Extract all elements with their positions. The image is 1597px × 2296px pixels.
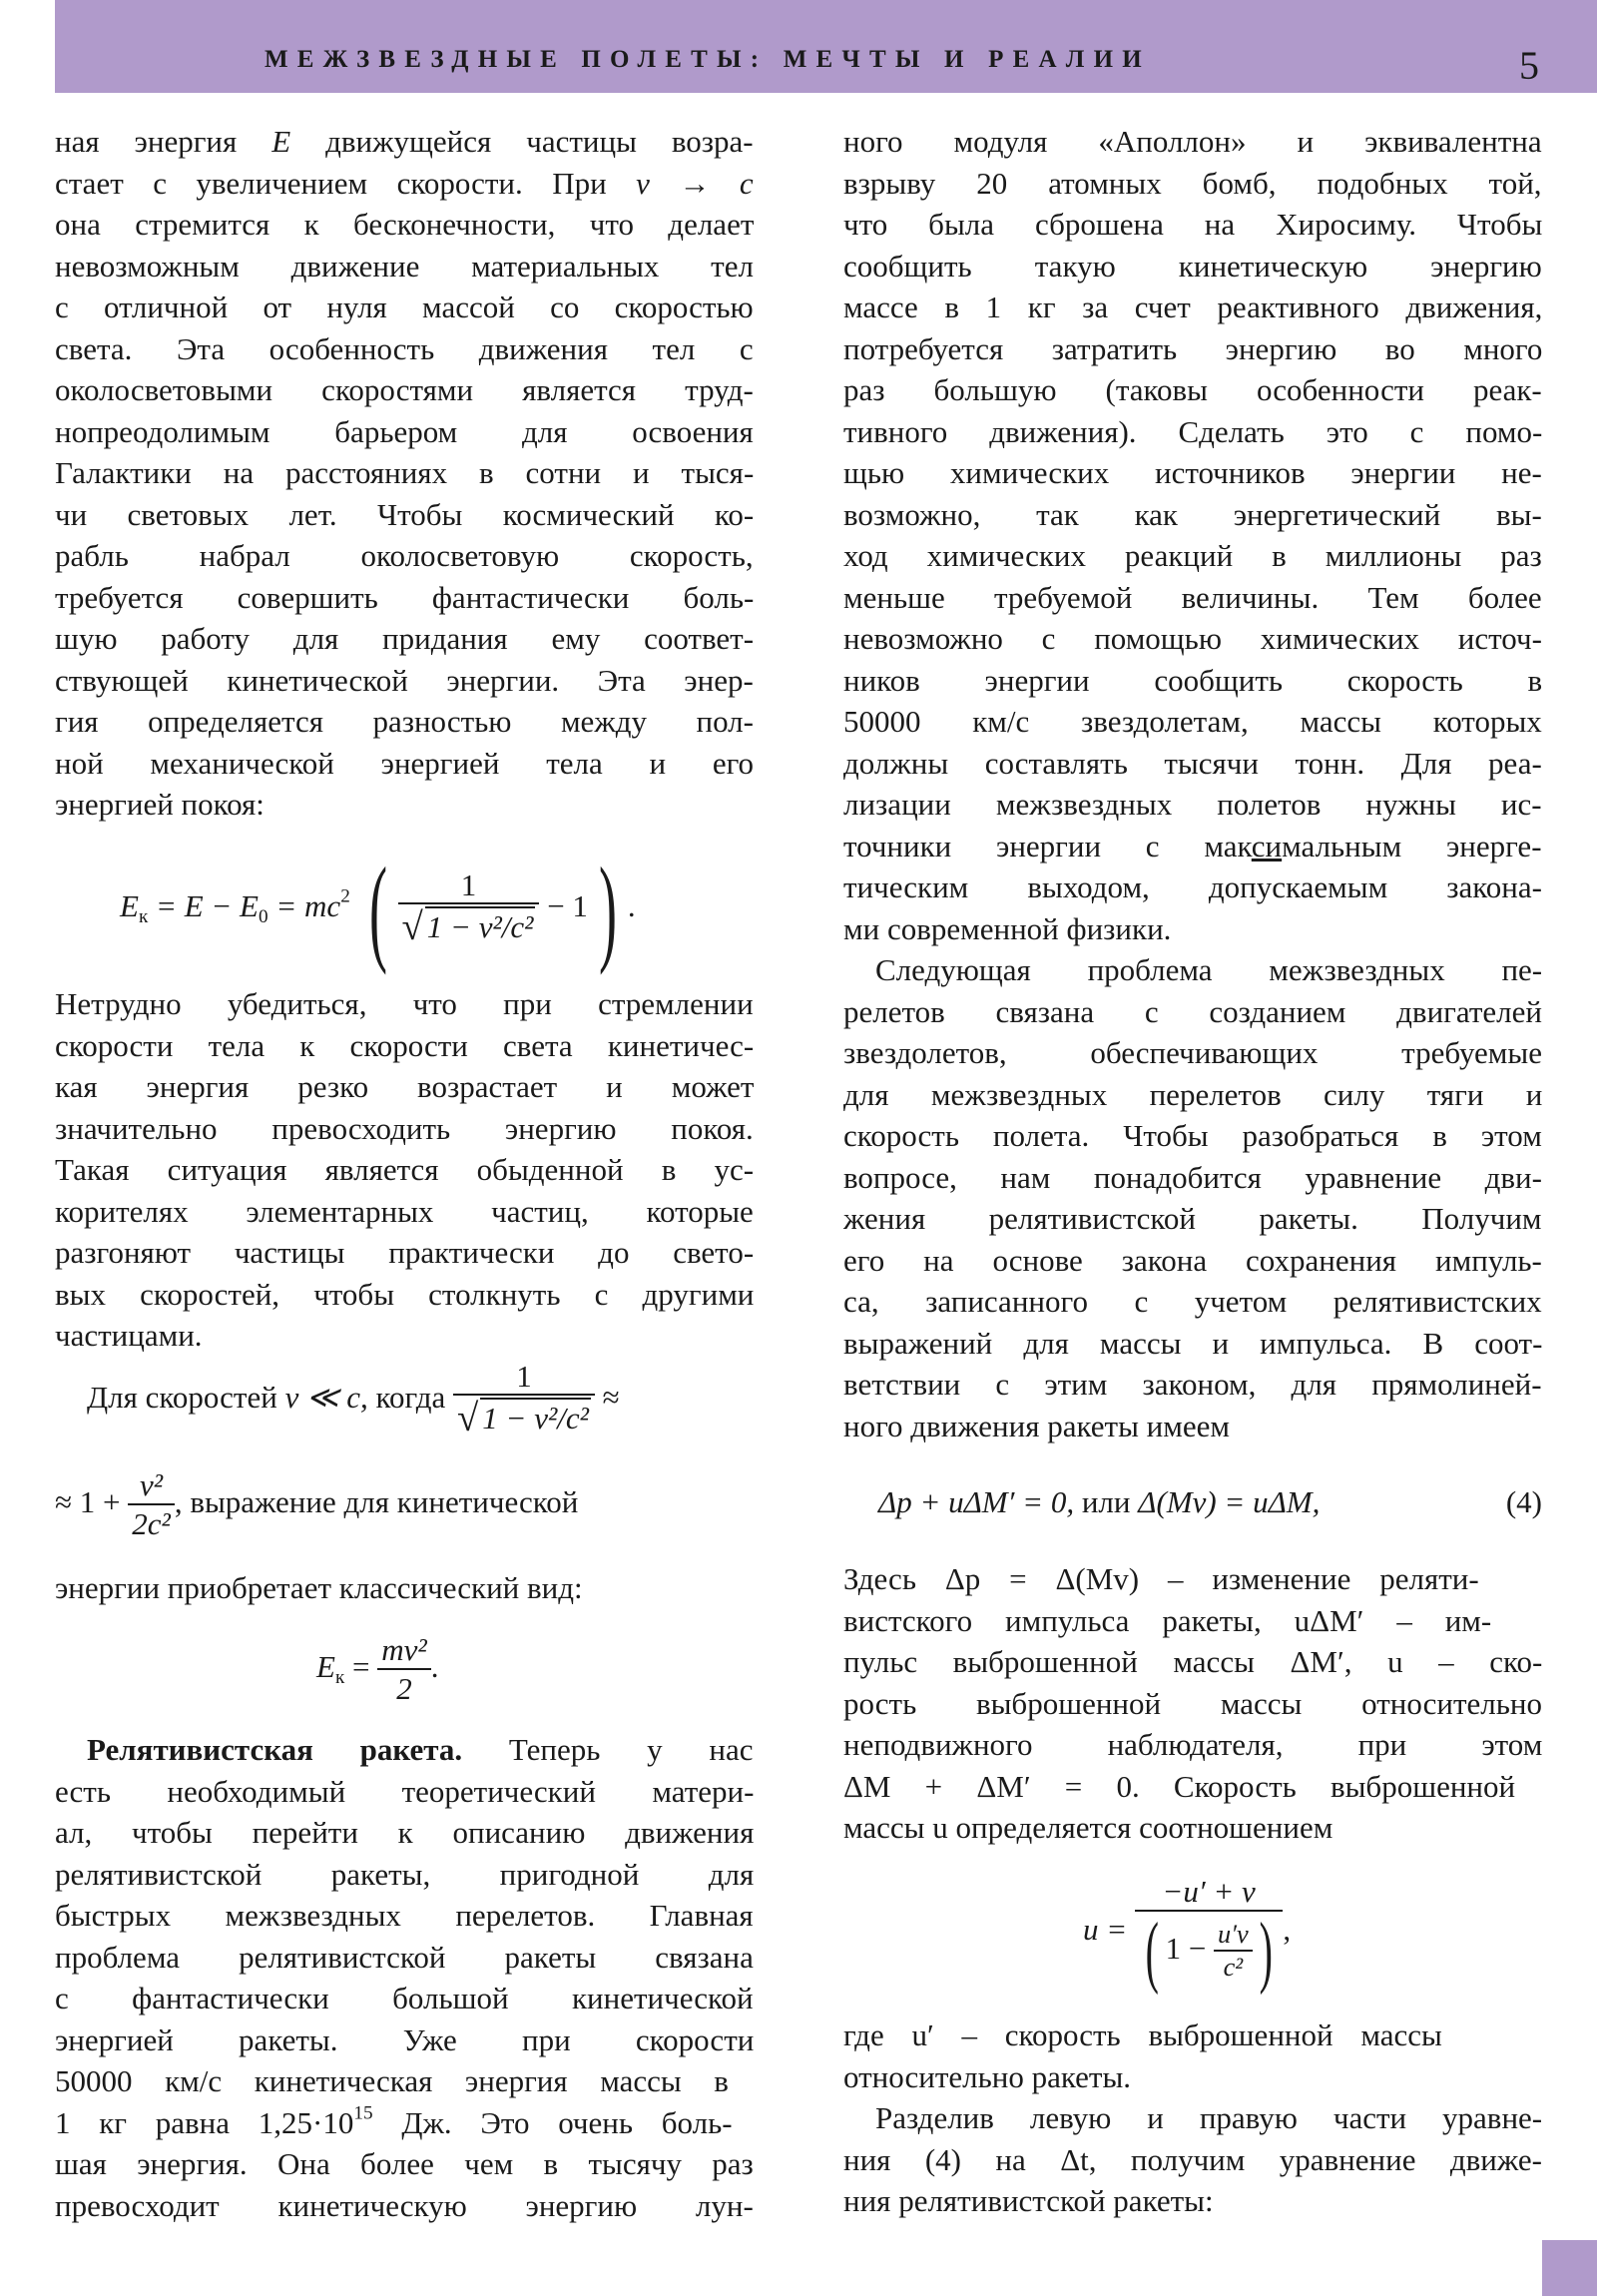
text-line: тическим выходом, допускаемым закона- (843, 869, 1542, 904)
text-line: шая энергия. Она более чем в тысячу раз (55, 2146, 754, 2181)
text-line: взрыву 20 атомных бомб, подобных той, (843, 166, 1542, 201)
text-line: с отличной от нуля массой со скоростью (55, 289, 754, 324)
text-line: релетов связана с созданием двигателей (843, 994, 1542, 1029)
text-line: чи световых лет. Чтобы космический ко- (55, 497, 755, 532)
text-line: стает с увеличением скорости. При v → c (55, 166, 754, 201)
text-line: проблема релятивистской ракеты связана (55, 1940, 754, 1975)
text-line: Нетрудно убедиться, что при стремлении (55, 986, 754, 1021)
text-line: ход химических реакций в миллионы раз (843, 538, 1542, 573)
text-line: 50000 км/с звездолетам, массы которых (843, 704, 1542, 739)
text-line: превосходит кинетическую энергию лун- (55, 2188, 754, 2223)
text-line: должны составлять тысячи тонн. Для реа- (843, 746, 1542, 781)
text-line: ния релятивистской ракеты: (843, 2183, 1214, 2218)
text-line: корителях элементарных частиц, которые (55, 1194, 754, 1229)
text-line: раз большую (таковы особенности реак- (843, 372, 1542, 407)
text-line: ного движения ракеты имеем (843, 1409, 1231, 1443)
text-line: ния (4) на Δt, получим уравнение движе- (843, 2142, 1542, 2177)
text-line: массы u определяется соотношением (843, 1810, 1333, 1845)
text-line: есть необходимый теоретический матери- (55, 1774, 755, 1809)
text-line: Такая ситуация является обыденной в ус- (55, 1152, 755, 1187)
text-line: выражений для массы и импульса. В соот- (843, 1326, 1543, 1361)
text-line: скорости тела к скорости света кинетичес- (55, 1028, 755, 1063)
text-line: ников энергии сообщить скорость в (843, 663, 1543, 698)
text-line: массе в 1 кг за счет реактивного движения, (843, 289, 1543, 324)
inline-approx-continuation: ≈ 1 + $\frac{\text{v²}}{\text{2c²}}$ , выражение для кинетической (55, 1467, 579, 1542)
text-line: энергией ракеты. Уже при скорости (55, 2022, 755, 2057)
text-line: вых скоростей, чтобы столкнуть с другими (55, 1277, 755, 1312)
text-line: частицами. (55, 1318, 203, 1353)
equation-4: Δp + uΔM′ = 0, или Δ(Mv) = uΔM, (4) (878, 1477, 1542, 1527)
running-title: МЕЖЗВЕЗДНЫЕ ПОЛЕТЫ: МЕЧТЫ И РЕАЛИИ (265, 46, 1151, 73)
text-line: она стремится к бесконечности, что делает (55, 207, 755, 242)
corner-tab-decoration (1542, 2240, 1597, 2296)
text-line: нопреодолимым барьером для освоения (55, 414, 754, 449)
text-line: для межзвездных перелетов силу тяги и (843, 1077, 1543, 1112)
formula-kinetic-energy: $E_к = E - E_0 = mc^2$ ( $\frac{1}{\text{√ 1 − v²/c²}}$ − 1) . (120, 842, 636, 975)
text-line: точники энергии с максимальным энерге- (843, 829, 1542, 863)
left-paren: ( (368, 842, 387, 975)
text-line: его на основе закона сохранения импуль- (843, 1243, 1542, 1278)
right-paren: ) (598, 842, 617, 975)
text-line: Следующая проблема межзвездных пе- (875, 952, 1543, 987)
text-line: Галактики на расстояниях в сотни и тыся- (55, 455, 755, 490)
text-line: неподвижного наблюдателя, при этом (843, 1727, 1543, 1762)
text-line: невозможным движение материальных тел (55, 249, 754, 284)
text-line: возможно, так как энергетический вы- (843, 497, 1542, 532)
text-line: кая энергия резко возрастает и может (55, 1069, 755, 1104)
text-line: ал, чтобы перейти к описанию движения (55, 1815, 755, 1850)
text-line: релятивистской ракеты, пригодной для (55, 1857, 755, 1892)
page-number: 5 (1519, 43, 1539, 88)
text-line: вопросе, нам понадобится уравнение дви- (843, 1160, 1542, 1195)
text-line: щью химических источников энергии не- (843, 455, 1542, 490)
text-line: рость выброшенной массы относительно (843, 1686, 1542, 1721)
text-line: ствующей кинетической энергии. Эта энер- (55, 663, 754, 698)
text-line: околосветовыми скоростями является труд- (55, 372, 754, 407)
text-line: быстрых межзвездных перелетов. Главная (55, 1898, 754, 1933)
text-line: жения релятивистской ракеты. Получим (843, 1201, 1542, 1236)
text-line: требуется совершить фантастически боль- (55, 580, 755, 615)
text-line: невозможно с помощью химических источ- (843, 621, 1542, 656)
underlined-syllable: си (1251, 829, 1283, 863)
text-line: ветствии с этим законом, для прямолиней- (843, 1367, 1542, 1402)
section-heading-line: Релятивистская ракета. Теперь у нас (87, 1732, 754, 1767)
text-line: потребуется затратить энергию во много (843, 331, 1543, 366)
text-line: меньше требуемой величины. Тем более (843, 580, 1542, 615)
formula-classical-kinetic: $E_к$ = $\frac{\text{mv²}}{2}$ . (316, 1632, 439, 1707)
text-line: ΔM + ΔM′ = 0. Скорость выброшенной (843, 1769, 1516, 1804)
text-line: энергии приобретает классический вид: (55, 1570, 583, 1605)
text-line: гия определяется разностью между пол- (55, 704, 754, 739)
text-line: энергией покоя: (55, 787, 265, 822)
text-line: пульс выброшенной массы ΔM′, u – ско- (843, 1644, 1543, 1679)
inline-approx-line: Для скоростей v ≪ c, когда $\frac{1}{\text{√ 1 − v²/c²}}$ ≈ (87, 1358, 620, 1440)
text-line: тивного движения). Сделать это с помо- (843, 414, 1543, 449)
text-line: ная энергия E движущейся частицы возра- (55, 124, 754, 159)
text-line: с фантастически большой кинетической (55, 1981, 754, 2015)
text-line: рабль набрал околосветовую скорость, (55, 538, 754, 573)
text-line: ной механической энергией тела и его (55, 746, 755, 781)
text-line: где u′ – скорость выброшенной массы (843, 2017, 1442, 2052)
text-line: разгоняют частицы практически до свето- (55, 1235, 755, 1270)
text-line: значительно превосходить энергию покоя. (55, 1111, 754, 1146)
text-line: скорость полета. Чтобы разобраться в этом (843, 1118, 1542, 1153)
text-line: света. Эта особенность движения тел с (55, 331, 754, 366)
equation-number: (4) (1505, 1484, 1542, 1519)
text-line: Разделив левую и правую части уравне- (875, 2100, 1543, 2135)
text-line: ного модуля «Аполлон» и эквивалентна (843, 124, 1542, 159)
formula-velocity-addition: u = −u′ + v ( 1 − $\frac{u'v}{\text{c²}}$ ) , (1083, 1874, 1292, 1996)
section-heading: Релятивистская ракета. (87, 1732, 463, 1767)
text-line: что была сброшена на Хиросиму. Чтобы (843, 207, 1543, 242)
text-line: 50000 км/с кинетическая энергия массы в (55, 2063, 729, 2098)
text-line: относительно ракеты. (843, 2059, 1132, 2094)
text-line: шую работу для придания ему соответ- (55, 621, 755, 656)
text-line: лизации межзвездных полетов нужны ис- (843, 787, 1542, 822)
text-line: сообщить такую кинетическую энергию (843, 249, 1542, 284)
text-line: Здесь Δp = Δ(Mv) – изменение реляти- (843, 1561, 1479, 1596)
text-line: 1 кг равна $1,25\cdot 10^{15}$ Дж. Это очень боль- (55, 2102, 733, 2140)
text-line: вистского импульса ракеты, uΔM′ – им- (843, 1603, 1492, 1638)
text-line: са, записанного с учетом релятивистских (843, 1284, 1542, 1319)
text-line: ми современной физики. (843, 911, 1172, 946)
text-line: звездолетов, обеспечивающих требуемые (843, 1035, 1542, 1070)
